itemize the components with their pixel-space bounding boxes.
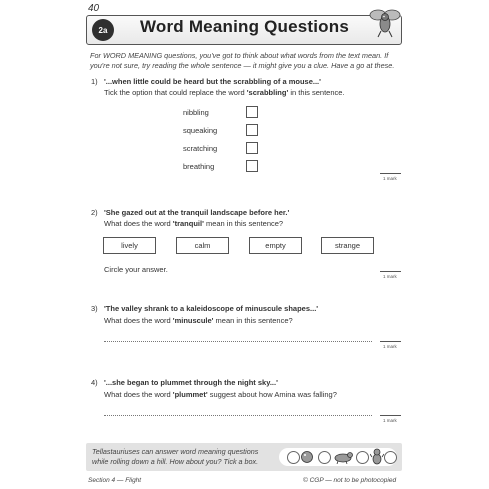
copyright-notice: © CGP — not to be photocopied bbox=[303, 477, 397, 484]
page-number: 40 bbox=[88, 3, 100, 14]
q4-quote: '...she began to plummet through the night sky...' bbox=[104, 378, 278, 387]
q1-mark-line bbox=[380, 173, 401, 174]
q2-word-option[interactable]: empty bbox=[249, 237, 302, 254]
footer-note: Tellastauriuses can answer word meaning questions while rolling down a hill. How about you? Tick a box. bbox=[92, 447, 259, 466]
q2-mark-label: 1 mark bbox=[383, 274, 397, 279]
q4-number: 4) bbox=[91, 378, 98, 387]
q3-mark-line bbox=[380, 341, 401, 342]
q1-quote: '...when little could be heard but the scrabbling of a mouse...' bbox=[104, 77, 321, 86]
q1-option-checkbox[interactable] bbox=[246, 160, 258, 172]
dinosaur-icon bbox=[332, 450, 354, 464]
q3-quote: 'The valley shrank to a kaleidoscope of minuscule shapes...' bbox=[104, 304, 319, 313]
section-label: Section 4 — Flight bbox=[88, 477, 142, 484]
flying-dinosaur-icon bbox=[368, 6, 402, 40]
q4-mark-line bbox=[380, 415, 401, 416]
self-assessment-tick-box[interactable] bbox=[318, 451, 331, 464]
q1-number: 1) bbox=[91, 77, 98, 86]
q1-option-checkbox[interactable] bbox=[246, 124, 258, 136]
q1-option-label: nibbling bbox=[183, 108, 209, 117]
self-assessment-tick-box[interactable] bbox=[384, 451, 397, 464]
q4-mark-label: 1 mark bbox=[383, 418, 397, 423]
q3-number: 3) bbox=[91, 304, 98, 313]
intro-text: For WORD MEANING questions, you've got to think about what words from the text mean. If you're not sure, try reading the whole sentence — it might give you a clue. Have a go at these. bbox=[90, 51, 395, 70]
q2-word-option[interactable]: strange bbox=[321, 237, 374, 254]
q1-option-checkbox[interactable] bbox=[246, 106, 258, 118]
q4-answer-line[interactable] bbox=[104, 415, 372, 416]
q2-quote: 'She gazed out at the tranquil landscape before her.' bbox=[104, 208, 290, 217]
q2-prompt: What does the word 'tranquil' mean in this sentence? bbox=[104, 219, 284, 228]
q3-answer-line[interactable] bbox=[104, 341, 372, 342]
rolling-dinosaur-icon bbox=[300, 450, 314, 464]
section-badge: 2a bbox=[92, 19, 114, 41]
q3-prompt: What does the word 'minuscule' mean in this sentence? bbox=[104, 316, 293, 325]
q1-mark-label: 1 mark bbox=[383, 176, 397, 181]
q3-mark-label: 1 mark bbox=[383, 344, 397, 349]
q1-option-label: scratching bbox=[183, 144, 218, 153]
q1-option-checkbox[interactable] bbox=[246, 142, 258, 154]
page-title: Word Meaning Questions bbox=[139, 17, 350, 36]
q4-prompt: What does the word 'plummet' suggest about how Amina was falling? bbox=[104, 390, 337, 399]
q2-word-option[interactable]: lively bbox=[103, 237, 156, 254]
q1-prompt: Tick the option that could replace the word 'scrabbling' in this sentence. bbox=[104, 88, 345, 97]
self-assessment-tick-box[interactable] bbox=[356, 451, 369, 464]
q2-mark-line bbox=[380, 271, 401, 272]
q2-number: 2) bbox=[91, 208, 98, 217]
standing-dinosaur-icon bbox=[370, 448, 384, 466]
self-assessment-tick-box[interactable] bbox=[287, 451, 300, 464]
q2-word-option[interactable]: calm bbox=[176, 237, 229, 254]
q1-option-label: squeaking bbox=[183, 126, 218, 135]
q1-option-label: breathing bbox=[183, 162, 215, 171]
q2-instruction: Circle your answer. bbox=[104, 265, 168, 274]
